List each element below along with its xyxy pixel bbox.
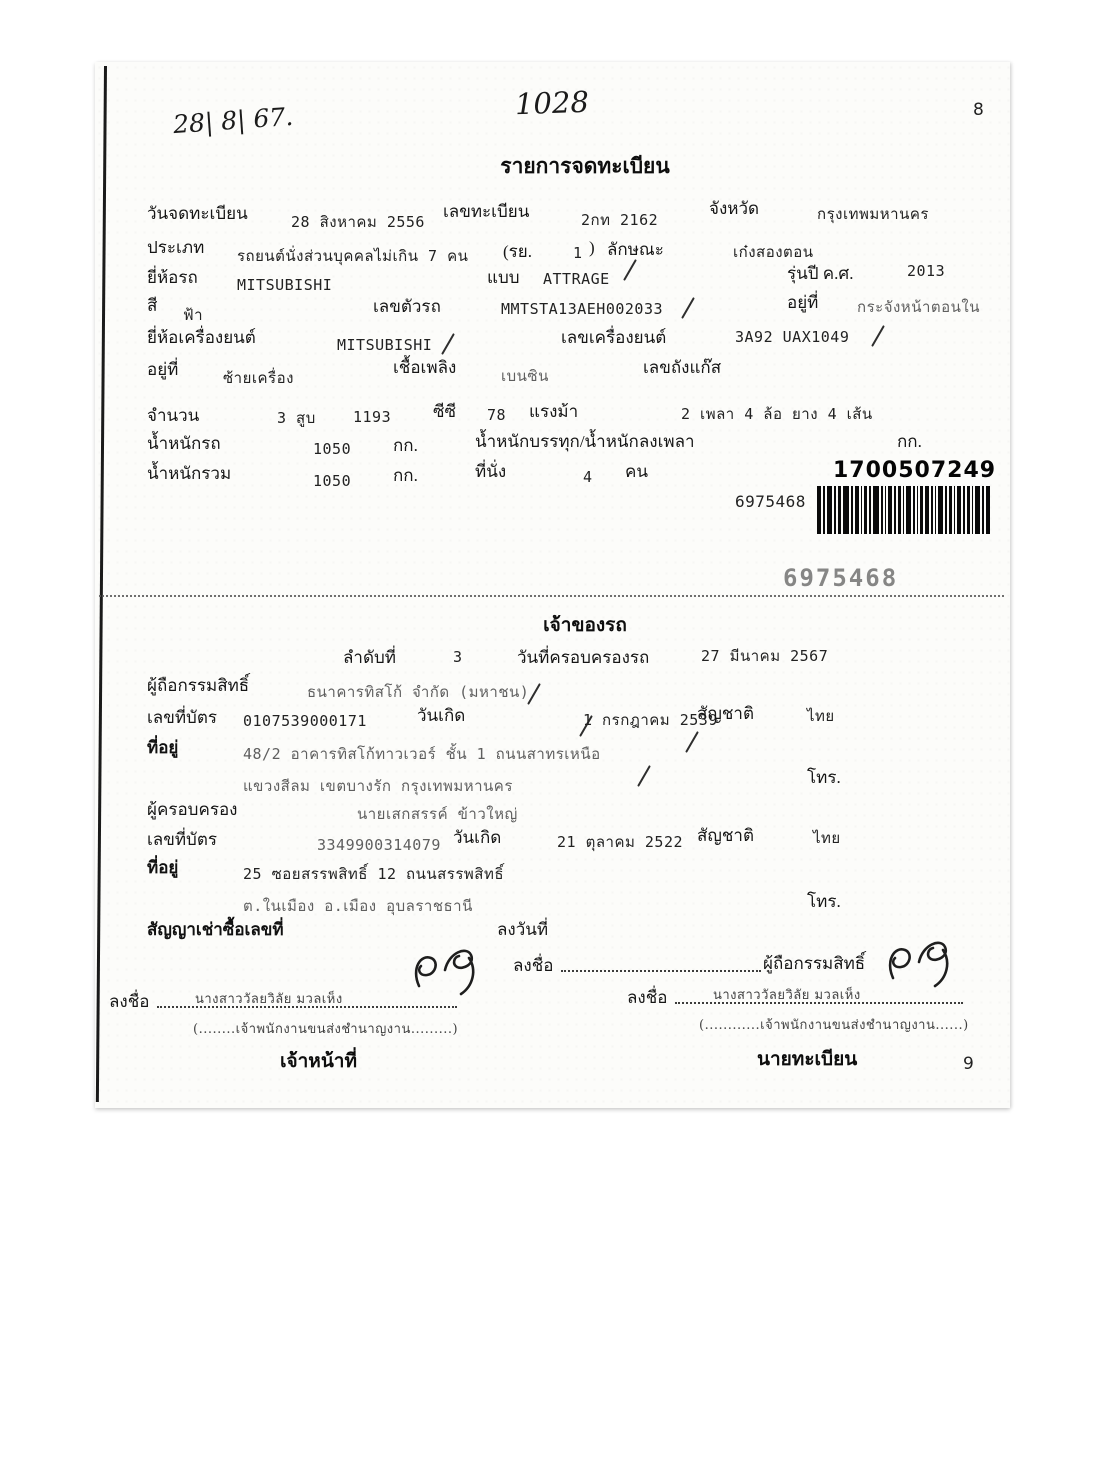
brand-value: MITSUBISHI: [237, 276, 333, 294]
registrar-signature: [877, 934, 967, 996]
type-ry-close: ): [589, 238, 595, 257]
possession-date-value: 27 มีนาคม 2567: [701, 647, 829, 665]
possessor-dob-label: วันเกิด: [453, 828, 502, 847]
possessor-label: ผู้ครอบครอง: [147, 800, 238, 819]
officer-sign-label: ลงชื่อ: [109, 992, 150, 1011]
holder-id-value: 0107539000171: [243, 712, 367, 730]
holder-address-line2: แขวงสีลม เขตบางรัก กรุงเทพมหานคร: [243, 777, 513, 795]
holder-sign-line: [561, 970, 761, 972]
holder-value: ธนาคารทิสโก้ จำกัด (มหาชน): [307, 683, 530, 701]
possessor-address-line1: 25 ซอยสรรพสิทธิ์ 12 ถนนสรรพสิทธิ์: [243, 865, 504, 883]
officer-signature: [403, 942, 493, 1004]
color-label: สี: [147, 296, 158, 315]
check-mark: [637, 765, 651, 787]
possessor-id-label: เลขที่บัตร: [147, 830, 218, 849]
page-number-bottom: 9: [963, 1054, 974, 1074]
holder-tel-label: โทร.: [807, 768, 841, 787]
cylinders-value: 3 สูบ: [277, 409, 316, 427]
holder-address-line1: 48/2 อาคารทิสโก้ทาวเวอร์ ชั้น 1 ถนนสาทรเหนือ: [243, 745, 601, 763]
cc-value: 1193: [353, 408, 392, 426]
possessor-nationality-value: ไทย: [813, 829, 841, 847]
possessor-tel-label: โทร.: [807, 892, 841, 911]
engine-location-label: อยู่ที่: [147, 360, 179, 379]
officer-role: เจ้าหน้าที่: [280, 1051, 358, 1072]
check-mark: [441, 333, 455, 355]
check-mark: [685, 731, 699, 753]
officer-name: นางสาววัลยวิลัย มวลเห็ง: [195, 992, 343, 1007]
type-label: ประเภท: [147, 238, 205, 257]
body-style-label: ลักษณะ: [607, 240, 664, 259]
fuel-label: เชื้อเพลิง: [393, 358, 457, 377]
year-label: รุ่นปี ค.ศ.: [787, 264, 854, 283]
axles-value: 2 เพลา 4 ล้อ ยาง 4 เส้น: [681, 405, 873, 423]
holder-dob-label: วันเกิด: [417, 706, 466, 725]
type-ry-value: 1: [573, 244, 583, 262]
type-value: รถยนต์นั่งส่วนบุคคลไม่เกิน 7 คน: [237, 247, 469, 265]
contract-label: สัญญาเช่าซื้อเลขที่: [147, 920, 284, 939]
gas-tank-label: เลขถังแก๊ส: [643, 358, 722, 377]
reg-date-value: 28 สิงหาคม 2556: [291, 213, 425, 231]
holder-nationality-label: สัญชาติ: [697, 704, 754, 723]
check-mark: [871, 325, 885, 347]
possessor-nationality-label: สัญชาติ: [697, 826, 754, 845]
kg-unit-3: กก.: [393, 466, 418, 485]
page-number-top: 8: [973, 100, 984, 120]
plate-value: 2กท 2162: [581, 211, 659, 229]
possessor-address-label: ที่อยู่: [147, 858, 179, 877]
cylinders-label: จำนวน: [147, 406, 200, 425]
holder-label: ผู้ถือกรรมสิทธิ์: [147, 676, 250, 695]
holder-address-label: ที่อยู่: [147, 738, 179, 757]
order-value: 3: [453, 648, 463, 666]
model-value: ATTRAGE: [543, 270, 610, 288]
engine-no-label: เลขเครื่องยนต์: [561, 328, 667, 347]
registrar-role: นายทะเบียน: [757, 1049, 858, 1070]
kg-unit-1: กก.: [393, 436, 418, 455]
scan-edge-artifact: [96, 66, 107, 1102]
handwritten-doc-number: 1028: [514, 84, 590, 122]
gross-weight-label: น้ำหนักรวม: [147, 464, 232, 483]
province-value: กรุงเทพมหานคร: [817, 205, 929, 223]
possessor-dob-value: 21 ตุลาคม 2522: [557, 833, 684, 851]
model-label: แบบ: [487, 268, 520, 287]
barcode: [817, 486, 995, 534]
check-mark: [681, 297, 695, 319]
color-value: ฟ้า: [183, 306, 204, 324]
chassis-location-value: กระจังหน้าตอนใน: [857, 298, 980, 316]
form-title: รายการจดทะเบียน: [500, 154, 670, 178]
province-label: จังหวัด: [709, 199, 760, 218]
possessor-id-value: 3349900314079: [317, 836, 441, 854]
type-ry-open: (รย.: [503, 242, 533, 261]
holder-nationality-value: ไทย: [807, 707, 835, 725]
handwritten-date: 28| 8| 67.: [172, 101, 295, 140]
body-style-value: เก๋งสองตอน: [733, 243, 814, 261]
hp-value: 78: [487, 406, 507, 424]
engine-brand-label: ยี่ห้อเครื่องยนต์: [147, 328, 256, 347]
holder-id-label: เลขที่บัตร: [147, 708, 218, 727]
possession-date-label: วันที่ครอบครองรถ: [517, 648, 650, 667]
brand-label: ยี่ห้อรถ: [147, 268, 198, 287]
cc-label: ซีซี: [433, 402, 457, 421]
possessor-address-line2: ต.ในเมือง อ.เมือง อุบลราชธานี: [243, 897, 473, 915]
serial-number: 6975468: [735, 492, 806, 511]
chassis-location-label: อยู่ที่: [787, 293, 819, 312]
plate-label: เลขทะเบียน: [443, 202, 530, 221]
holder-sign-label: ลงชื่อ: [513, 956, 554, 975]
seats-unit: คน: [625, 462, 648, 481]
barcode-number: 1700507249: [833, 458, 997, 483]
year-value: 2013: [907, 262, 946, 280]
gross-weight-value: 1050: [313, 472, 352, 490]
officer-title: (........เจ้าพนักงานขนส่งชำนาญงาน.........): [193, 1022, 459, 1037]
engine-no-value: 3A92 UAX1049: [735, 328, 850, 346]
perforation-line: [99, 595, 1004, 597]
holder-dob-value: 1 กรกฎาคม 2539: [583, 711, 718, 729]
owner-section-title: เจ้าของรถ: [543, 615, 627, 636]
weight-label: น้ำหนักรถ: [147, 434, 221, 453]
chassis-value: MMTSTA13AEH002033: [501, 300, 664, 318]
holder-sign-suffix: ผู้ถือกรรมสิทธิ์: [763, 954, 866, 973]
registrar-name: นางสาววัลยวิลัย มวลเห็ง: [713, 988, 861, 1003]
engine-location-value: ซ้ายเครื่อง: [223, 369, 294, 387]
seats-value: 4: [583, 468, 593, 486]
seats-label: ที่นั่ง: [475, 462, 507, 481]
kg-unit-2: กก.: [897, 432, 922, 451]
possessor-value: นายเสกสรรค์ ข้าวใหญ่: [357, 805, 518, 823]
chassis-label: เลขตัวรถ: [373, 297, 441, 316]
load-label: น้ำหนักบรรทุก/น้ำหนักลงเพลา: [475, 432, 695, 451]
order-label: ลำดับที่: [343, 648, 397, 667]
hp-label: แรงม้า: [529, 402, 579, 421]
registrar-title: (............เจ้าพนักงานขนส่งชำนาญงาน......): [699, 1018, 969, 1033]
reg-date-label: วันจดทะเบียน: [147, 204, 248, 223]
engine-brand-value: MITSUBISHI: [337, 336, 433, 354]
registrar-sign-label: ลงชื่อ: [627, 988, 668, 1007]
contract-date-label: ลงวันที่: [497, 920, 549, 939]
divider-serial: 6975468: [783, 564, 899, 592]
registration-form-page: [95, 62, 1010, 1108]
fuel-value: เบนซิน: [501, 367, 549, 385]
weight-value: 1050: [313, 440, 352, 458]
